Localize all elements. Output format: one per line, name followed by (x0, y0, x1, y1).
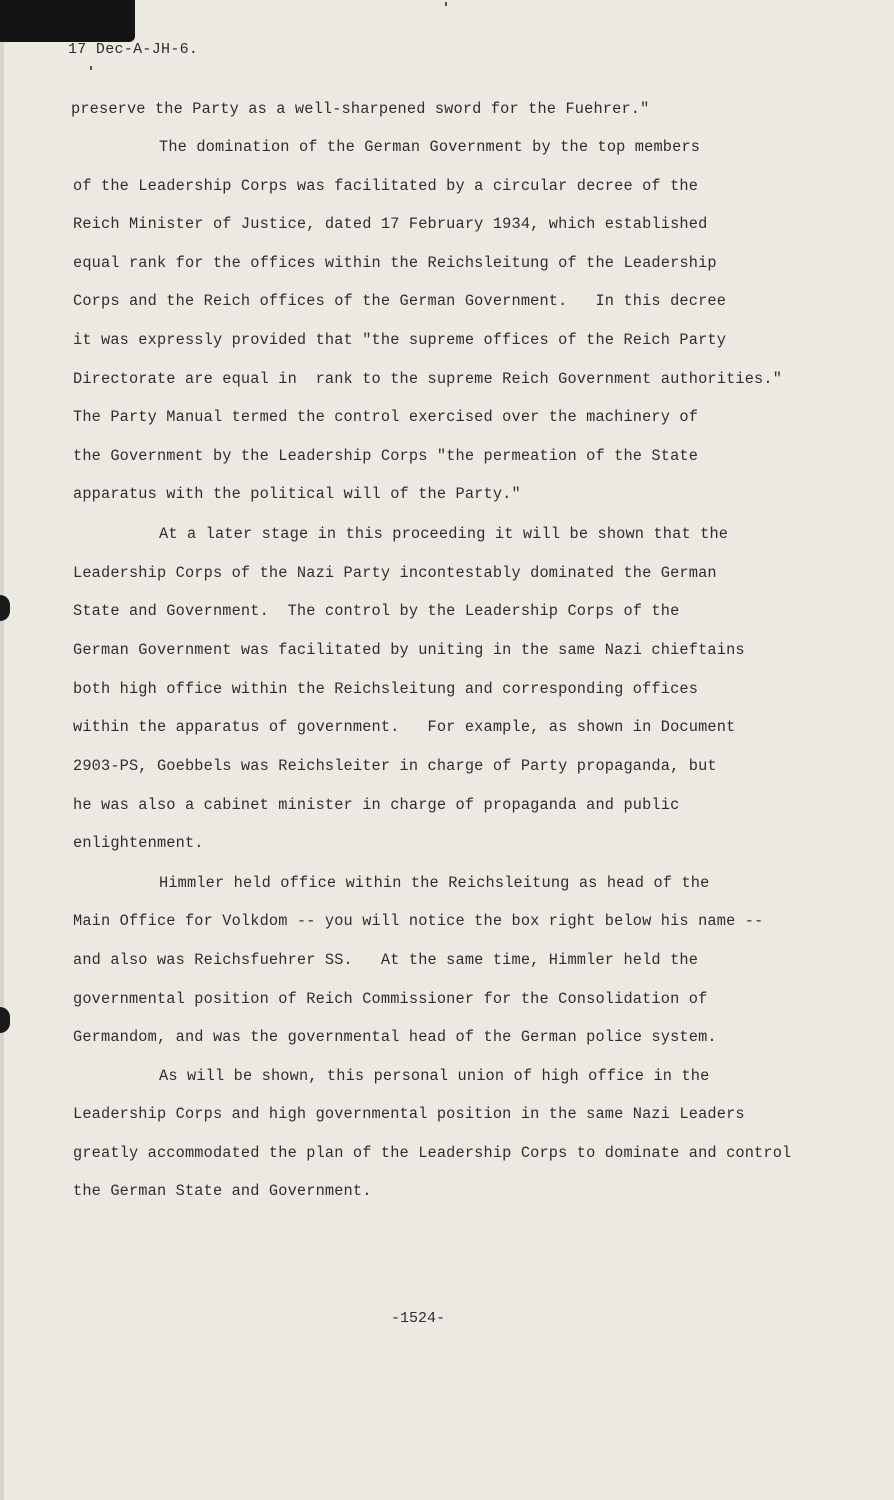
punch-hole-mark (0, 595, 10, 621)
text-line: within the apparatus of government. For example, as shown in Document (73, 718, 736, 736)
paper-speck (90, 66, 92, 70)
text-line: preserve the Party as a well-sharpened sword for the Fuehrer." (71, 100, 650, 118)
text-line: 2903-PS, Goebbels was Reichsleiter in charge of Party propaganda, but (73, 757, 717, 775)
paper-speck (445, 2, 447, 6)
text-line: State and Government. The control by the Leadership Corps of the (73, 602, 680, 620)
text-line: the Government by the Leadership Corps "the permeation of the State (73, 447, 699, 465)
text-line: greatly accommodated the plan of the Leadership Corps to dominate and control (73, 1144, 792, 1162)
document-reference: 17 Dec-A-JH-6. (68, 41, 199, 58)
text-line: of the Leadership Corps was facilitated by a circular decree of the (73, 177, 699, 195)
text-line: The Party Manual termed the control exercised over the machinery of (73, 408, 699, 426)
text-line: governmental position of Reich Commissioner for the Consolidation of (73, 990, 708, 1008)
text-line: Corps and the Reich offices of the German Government. In this decree (73, 292, 727, 310)
text-line: As will be shown, this personal union of high office in the (159, 1067, 710, 1085)
text-line: enlightenment. (73, 834, 204, 852)
text-line: the German State and Government. (73, 1182, 372, 1200)
text-line: he was also a cabinet minister in charge of propaganda and public (73, 796, 680, 814)
text-line: Reich Minister of Justice, dated 17 February 1934, which established (73, 215, 708, 233)
page-number: -1524- (391, 1310, 446, 1327)
text-line: Germandom, and was the governmental head of the German police system. (73, 1028, 717, 1046)
text-line: it was expressly provided that "the supreme offices of the Reich Party (73, 331, 727, 349)
punch-hole-mark (0, 1007, 10, 1033)
text-line: At a later stage in this proceeding it will be shown that the (159, 525, 729, 543)
text-line: Directorate are equal in rank to the supreme Reich Government authorities." (73, 370, 783, 388)
text-line: Himmler held office within the Reichsleitung as head of the (159, 874, 710, 892)
text-line: and also was Reichsfuehrer SS. At the same time, Himmler held the (73, 951, 699, 969)
text-line: The domination of the German Government by the top members (159, 138, 701, 156)
text-line: both high office within the Reichsleitung and corresponding offices (73, 680, 699, 698)
page-left-edge (0, 0, 4, 1500)
text-line: apparatus with the political will of the Party." (73, 485, 521, 503)
text-line: equal rank for the offices within the Reichsleitung of the Leadership (73, 254, 717, 272)
corner-tab (0, 0, 135, 42)
text-line: Leadership Corps of the Nazi Party incontestably dominated the German (73, 564, 717, 582)
text-line: Main Office for Volkdom -- you will notice the box right below his name -- (73, 912, 764, 930)
text-line: Leadership Corps and high governmental position in the same Nazi Leaders (73, 1105, 745, 1123)
text-line: German Government was facilitated by uniting in the same Nazi chieftains (73, 641, 745, 659)
